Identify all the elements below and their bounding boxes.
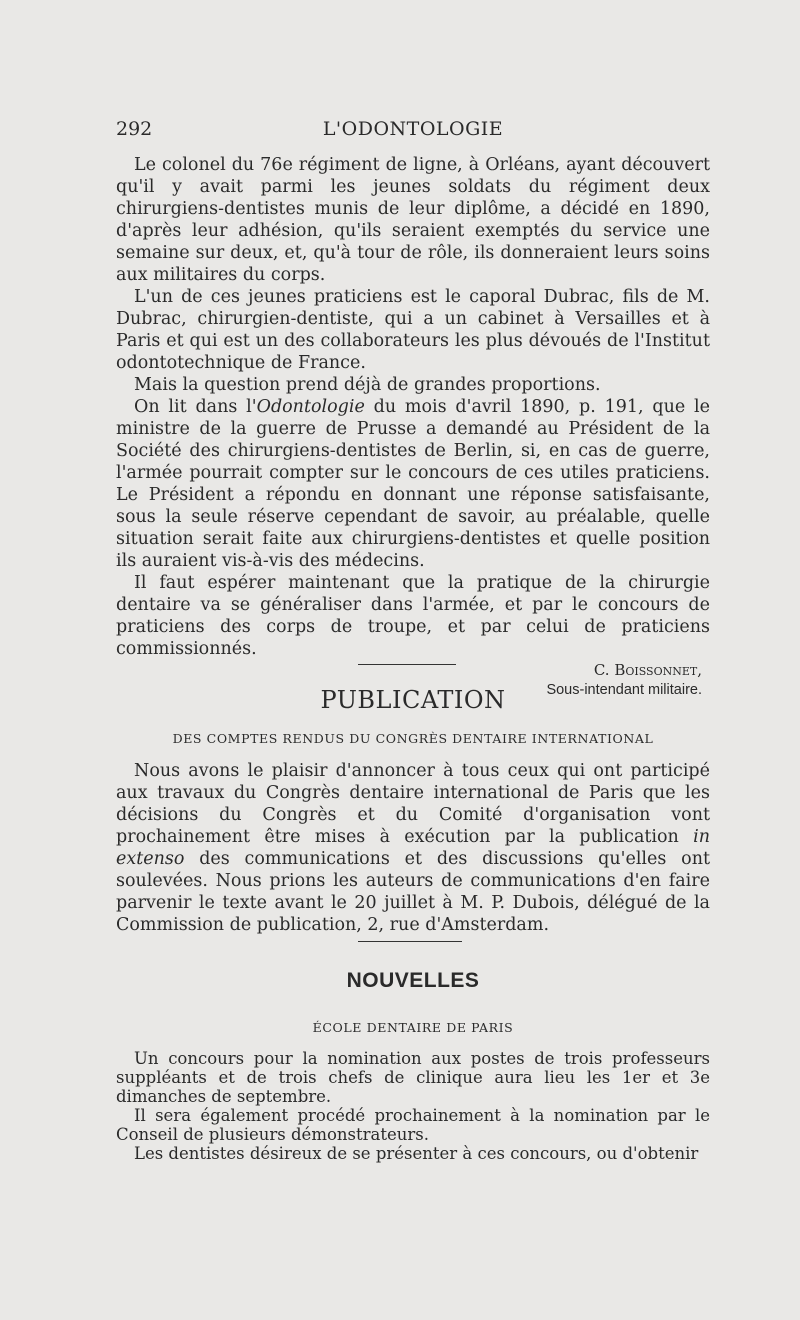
ecole-dentaire-subheading: ÉCOLE DENTAIRE DE PARIS [312,1020,514,1035]
publication-heading: PUBLICATION [320,686,506,714]
paragraph-prusse: On lit dans l'Odontologie du mois d'avril 1890, p. 191, que le ministre de la guerre de Prusse a demandé au Président de la Société des chirurgiens-dentistes de Berlin, si, en cas de guerre, l'armée pourrait compter sur le concours de ces utiles praticiens. Le Président a répondu en donnant une réponse satisfaisante, sous la seule réserve cependant de savoir, au préalable, quelle situation serait faite aux chirurgiens-dentistes et quelle position ils auraient vis-à-vis des médecins. [116,397,711,571]
publication-subheading: DES COMPTES RENDUS DU CONGRÈS DENTAIRE INTERNATIONAL [172,731,654,746]
paragraph-colonel: Le colonel du 76e régiment de ligne, à Orléans, ayant découvert qu'il y avait parmi les jeunes soldats du régiment deux chirurgiens-dentistes munis de leur diplôme, a décidé en 1890, d'après leur adhésion, qu'ils seraient exemptés du service une semaine sur deux, et, qu'à tour de rôle, ils donneraient leurs soins aux militaires du corps. [116,155,710,285]
paragraph-question: Mais la question prend déjà de grandes proportions. [134,375,601,395]
page-number: 292 [116,118,153,140]
signature-title: Sous-intendant militaire. [546,682,702,698]
paragraph-demonstrateurs: Il sera également procédé prochainement à la nomination par le Conseil de plusieurs démonstrateurs. [116,1106,710,1144]
page-header [116,118,710,144]
paragraph-dentistes: Les dentistes désireux de se présenter à ces concours, ou d'obtenir [134,1144,699,1163]
running-title: L'ODONTOLOGIE [322,118,504,140]
signature-name: C. Boissonnet, [593,661,702,679]
journal-title: Odontologie [256,397,365,417]
nouvelles-article [116,1049,710,1163]
section-divider [358,941,462,942]
military-dentists-article [116,154,710,700]
nouvelles-heading: NOUVELLES [346,969,480,992]
paragraph-publication: Nous avons le plaisir d'annoncer à tous ceux qui ont participé aux travaux du Congrès dentaire international de Paris que les décisions du Congrès et du Comité d'organisation vont prochainement être mises à exécution par la publication in extenso des communications et des discussions qu'elles ont soulevées. Nous prions les auteurs de communications d'en faire parvenir le texte avant le 20 juillet à M. P. Dubois, délégué de la Commission de publication, 2, rue d'Amsterdam. [116,761,710,935]
paragraph-caporal: L'un de ces jeunes praticiens est le caporal Dubrac, fils de M. Dubrac, chirurgien-dentiste, qui a un cabinet à Versailles et à Paris et qui est un des collaborateurs les plus dévoués de l'Institut odontotechnique de France. [116,287,710,373]
paragraph-conclusion: Il faut espérer maintenant que la pratique de la chirurgie dentaire va se généraliser dans l'armée, et par le concours de praticiens des corps de troupe, et par celui de praticiens commissionnés. [116,573,710,659]
in-extenso-text: in extenso [116,827,710,869]
paragraph-concours: Un concours pour la nomination aux postes de trois professeurs suppléants et de trois chefs de clinique aura lieu les 1er et 3e dimanches de septembre. [116,1049,710,1106]
section-divider [358,664,456,665]
publication-article [116,760,710,936]
